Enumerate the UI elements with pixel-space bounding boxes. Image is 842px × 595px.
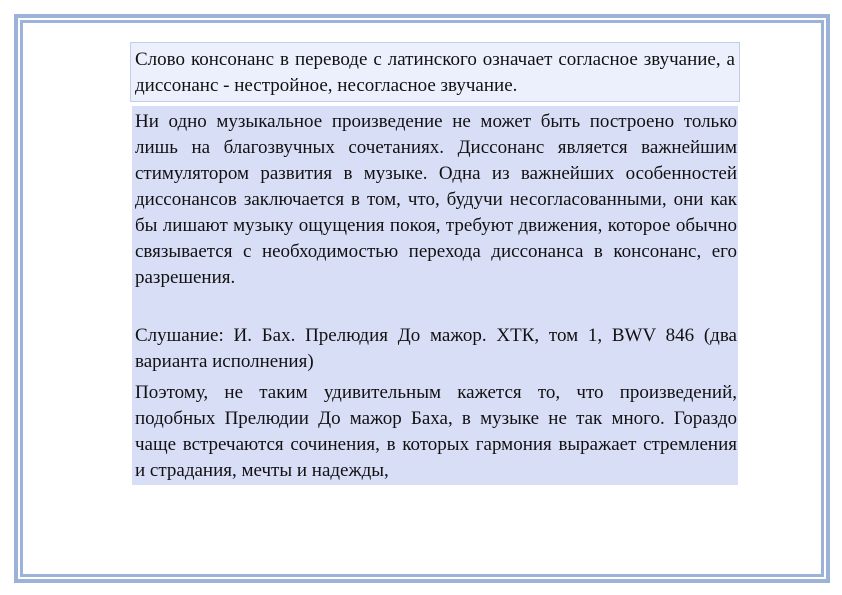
paragraph-dissonance: Ни одно музыкальное произведение не может быть построено только лишь на благозвучных сочетаниях. Диссонанс является важнейшим стимулятором развития в музыке. Одна из важнейших особенностей диссонансов заключается в том, что, будучи несогласованными, они как бы лишают музыку ощущения покоя, требуют движения, которое обычно связывается с необходимостью перехода диссонанса в консонанс, его разрешения. xyxy=(135,111,737,288)
paragraph-listening: Слушание: И. Бах. Прелюдия До мажор. ХТК, том 1, BWV 846 (два варианта исполнения) xyxy=(135,325,737,372)
intro-text: Слово консонанс в переводе с латинского означает согласное звучание, а диссонанс - нестройное, несогласное звучание. xyxy=(130,42,740,102)
paragraph-prelude: Поэтому, не таким удивительным кажется то, что произведений, подобных Прелюдии До мажор Баха, в музыке не так много. Гораздо чаще встречаются сочинения, в которых гармония выражает стремления и страдания, мечты и надежды, xyxy=(135,382,737,481)
